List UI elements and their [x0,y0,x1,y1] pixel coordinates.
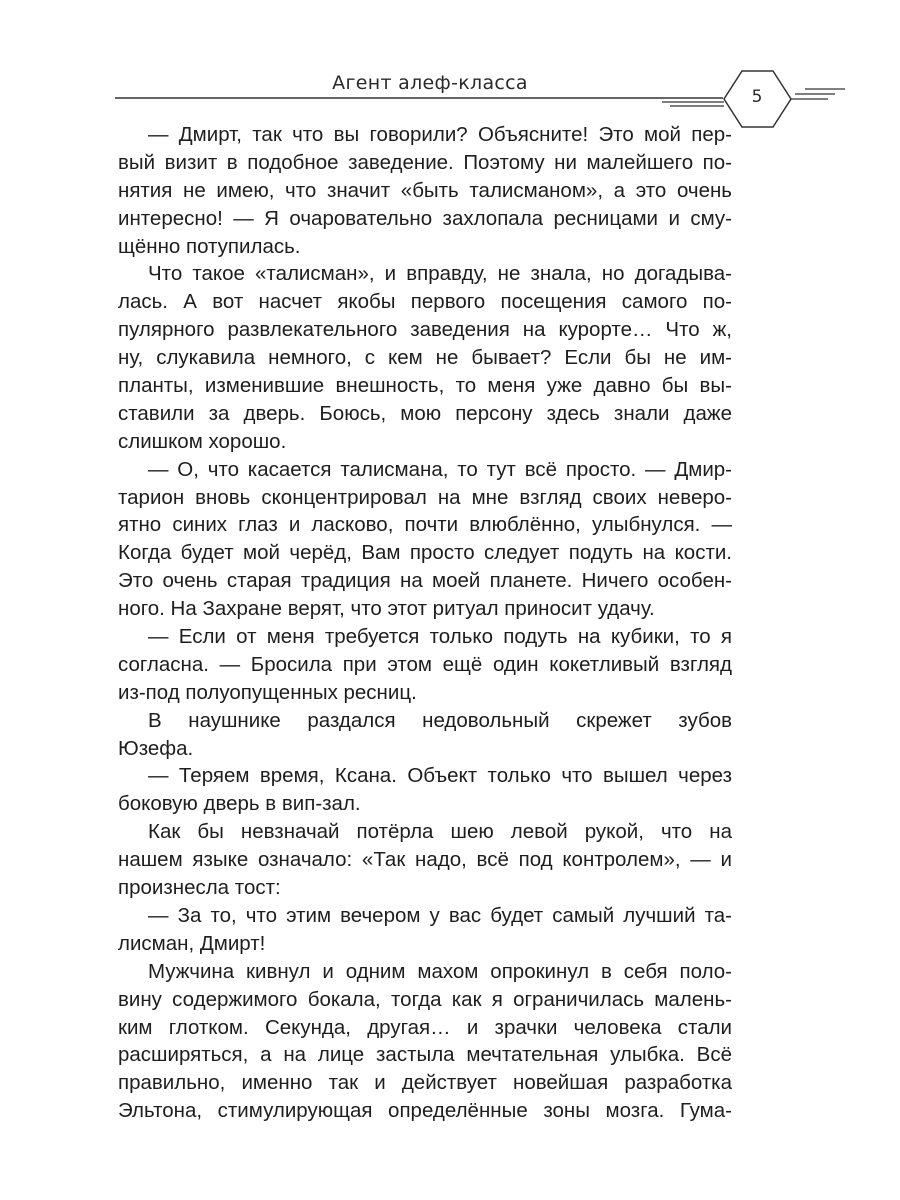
paragraph [118,902,732,958]
page-number: 5 [751,87,763,107]
text-line: щённо потупилась. [118,234,301,258]
text-line: ставили за дверь. Боюсь, мою персону здесь знали даже [118,401,732,425]
text-line: В наушнике раздался недовольный скрежет зубов [148,708,732,732]
text-line: нятия не имею, что значит «быть талисманом», а это очень [118,178,732,202]
paragraph [118,818,732,902]
text-line: Когда будет мой черёд, Вам просто следует подуть на кости. [118,541,732,565]
text-line: из-под полуопущенных ресниц. [118,680,417,704]
header-ornament [0,0,900,140]
text-line: тарион вновь сконцентрировал на мне взгляд своих неверо- [118,485,732,509]
paragraph [118,121,732,260]
paragraph [118,260,732,455]
text-line: вину содержимого бокала, тогда как я ограничилась малень- [118,987,732,1011]
text-line: интересно! — Я очаровательно захлопала ресницами и сму- [118,206,732,230]
text-line: — Если от меня требуется только подуть на кубики, то я [148,625,732,649]
text-line: Юзефа. [118,736,194,760]
paragraph [118,762,732,818]
text-line: вый визит в подобное заведение. Поэтому ни малейшего по- [118,150,732,174]
paragraph [118,958,732,1125]
text-line: ятно синих глаз и ласково, почти влюблённо, улыбнулся. — [118,513,732,537]
text-line: ким глотком. Секунда, другая… и зрачки человека стали [118,1015,732,1039]
paragraph [118,456,732,623]
text-line: боковую дверь в вип-зал. [118,792,361,816]
text-line: произнесла тост: [118,876,281,900]
text-line: Что такое «талисман», и вправду, не знала, но догадыва- [148,262,732,286]
text-line: согласна. — Бросила при этом ещё один кокетливый взгляд [118,652,732,676]
text-line: планты, изменившие внешность, то меня уже давно бы вы- [118,374,732,398]
text-line: расширяться, а на лице застыла мечтательная улыбка. Всё [118,1043,732,1067]
text-line: Это очень старая традиция на моей планете. Ничего особен- [118,569,732,593]
text-line: — О, что касается талисмана, то тут всё просто. — Дмир- [148,457,732,481]
paragraph [118,623,732,707]
text-line: — Дмирт, так что вы говорили? Объясните! Это мой пер- [148,123,732,146]
text-line: — Теряем время, Ксана. Объект только что вышел через [148,764,732,788]
text-line: лисман, Дмирт! [118,931,266,955]
text-line: Мужчина кивнул и одним махом опрокинул в себя поло- [148,959,732,983]
text-line: слишком хорошо. [118,429,287,453]
text-line: лась. А вот насчет якобы первого посещения самого по- [118,290,732,314]
running-header-title: Агент алеф-класса [332,72,528,94]
text-line: пулярного развлекательного заведения на курорте… Что ж, [118,318,732,342]
paragraph [118,707,732,763]
text-line: правильно, именно так и действует новейшая разработка [118,1071,732,1095]
text-line: — За то, что этим вечером у вас будет самый лучший та- [148,903,732,927]
text-line: ного. На Захране верят, что этот ритуал приносит удачу. [118,597,655,621]
text-line: Эльтона, стимулирующая определённые зоны мозга. Гума- [118,1099,732,1123]
text-line: ну, слукавила немного, с кем не бывает? Если бы не им- [118,346,732,370]
body-text [118,121,732,1125]
text-line: нашем языке означало: «Так надо, всё под контролем», — и [118,848,732,872]
text-line: Как бы невзначай потёрла шею левой рукой, что на [148,820,732,844]
